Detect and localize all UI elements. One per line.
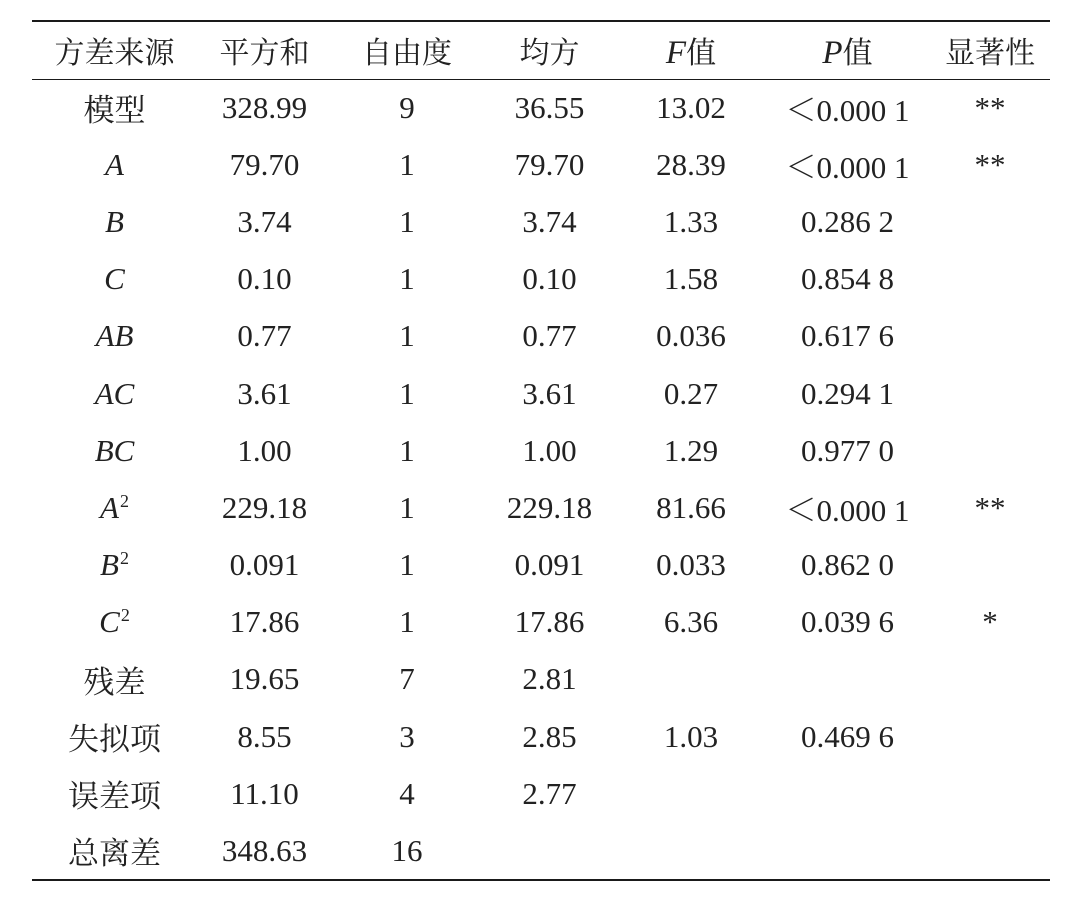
cell-significance (930, 251, 1050, 308)
cell-source: 总离差 (68, 836, 161, 873)
cell-mean-square: 2.85 (522, 718, 577, 754)
cell-p-value: 0.294 1 (801, 375, 894, 411)
cell-degrees-of-freedom: 4 (399, 775, 415, 811)
header-source: 方差来源 (54, 36, 175, 72)
cell-p-value: 0.977 0 (801, 432, 894, 468)
cell-mean-square: 3.74 (522, 203, 577, 239)
header-p-value: P值 (822, 35, 873, 72)
cell-f-value: 1.58 (663, 261, 719, 297)
header-row (32, 21, 1050, 79)
cell-degrees-of-freedom: 3 (399, 718, 415, 754)
cell-degrees-of-freedom: 1 (399, 318, 415, 354)
cell-mean-square: 0.77 (522, 318, 577, 354)
cell-degrees-of-freedom: 7 (399, 661, 415, 697)
cell-p-value: ＜0.000 1 (785, 150, 910, 186)
cell-f-value (617, 651, 765, 708)
cell-significance (930, 193, 1050, 250)
cell-p-value: 0.862 0 (801, 547, 894, 583)
cell-p-value (765, 765, 930, 822)
cell-degrees-of-freedom: 1 (399, 203, 415, 239)
table-body (32, 79, 1050, 880)
header-mean-square: 均方 (519, 36, 580, 72)
cell-degrees-of-freedom: 16 (391, 832, 423, 868)
cell-significance (930, 537, 1050, 594)
header-degrees-of-freedom: 自由度 (362, 36, 452, 72)
cell-significance (930, 308, 1050, 365)
cell-significance: ** (974, 489, 1006, 525)
cell-significance: * (982, 604, 998, 640)
cell-degrees-of-freedom: 1 (399, 261, 415, 297)
cell-sum-of-squares: 3.61 (237, 375, 292, 411)
table-row (32, 308, 1050, 365)
cell-mean-square: 229.18 (506, 489, 593, 525)
cell-source: 残差 (83, 664, 146, 701)
cell-p-value (765, 822, 930, 879)
cell-f-value: 1.29 (663, 432, 719, 468)
cell-source: AC (94, 375, 135, 411)
cell-p-value: 0.617 6 (801, 318, 894, 354)
cell-f-value: 81.66 (656, 489, 726, 525)
cell-sum-of-squares: 3.74 (237, 203, 292, 239)
cell-source: 模型 (83, 93, 146, 130)
cell-f-value: 13.02 (656, 89, 726, 125)
cell-mean-square: 0.10 (522, 261, 577, 297)
cell-sum-of-squares: 348.63 (221, 832, 308, 868)
anova-table (32, 20, 1050, 881)
cell-p-value: 0.286 2 (801, 203, 894, 239)
cell-significance: ** (974, 89, 1006, 125)
table-row (32, 136, 1050, 193)
table-row (32, 422, 1050, 479)
cell-degrees-of-freedom: 1 (399, 146, 415, 182)
cell-f-value: 0.033 (656, 547, 726, 583)
table-row (32, 594, 1050, 651)
cell-sum-of-squares: 229.18 (221, 489, 308, 525)
cell-source: AB (95, 318, 134, 354)
cell-mean-square: 1.00 (522, 432, 577, 468)
cell-source: A (105, 146, 124, 182)
cell-significance: ** (974, 146, 1006, 182)
cell-mean-square: 36.55 (514, 89, 585, 125)
cell-degrees-of-freedom: 1 (399, 375, 415, 411)
cell-source: C (104, 261, 125, 297)
anova-table-container (32, 20, 1050, 881)
cell-source: $B^2$ (100, 547, 129, 583)
cell-sum-of-squares: 328.99 (221, 89, 308, 125)
cell-source: BC (94, 432, 135, 468)
cell-p-value (765, 651, 930, 708)
cell-sum-of-squares: 19.65 (229, 661, 300, 697)
cell-f-value: 1.33 (663, 203, 719, 239)
cell-source: 失拟项 (68, 722, 161, 759)
table-row (32, 708, 1050, 765)
cell-p-value: 0.039 6 (801, 604, 894, 640)
cell-f-value: 0.036 (656, 318, 726, 354)
table-row (32, 479, 1050, 536)
cell-sum-of-squares: 0.10 (237, 261, 292, 297)
cell-f-value (617, 822, 765, 879)
cell-significance (930, 422, 1050, 479)
cell-sum-of-squares: 8.55 (237, 718, 292, 754)
table-row (32, 537, 1050, 594)
header-f-value: F值 (665, 35, 717, 72)
cell-mean-square: 2.77 (522, 775, 577, 811)
cell-f-value: 1.03 (663, 718, 719, 754)
table-row (32, 822, 1050, 879)
cell-source: $C^2$ (99, 604, 130, 640)
cell-significance (930, 365, 1050, 422)
cell-mean-square: 2.81 (522, 661, 577, 697)
cell-significance (930, 651, 1050, 708)
cell-degrees-of-freedom: 1 (399, 547, 415, 583)
cell-significance (930, 708, 1050, 765)
cell-f-value (617, 765, 765, 822)
cell-f-value: 6.36 (663, 604, 719, 640)
table-header (32, 21, 1050, 79)
cell-sum-of-squares: 79.70 (229, 146, 300, 182)
cell-sum-of-squares: 0.77 (237, 318, 292, 354)
cell-f-value: 28.39 (656, 146, 726, 182)
cell-p-value: ＜0.000 1 (785, 493, 910, 529)
cell-source: $A^2$ (100, 489, 129, 525)
table-row (32, 193, 1050, 250)
cell-mean-square: 3.61 (522, 375, 577, 411)
cell-sum-of-squares: 17.86 (229, 604, 300, 640)
cell-degrees-of-freedom: 1 (399, 489, 415, 525)
cell-sum-of-squares: 11.10 (230, 775, 299, 811)
table-row (32, 651, 1050, 708)
cell-degrees-of-freedom: 1 (399, 604, 415, 640)
cell-significance (930, 765, 1050, 822)
cell-significance (930, 822, 1050, 879)
cell-source: B (105, 203, 124, 239)
cell-p-value: 0.854 8 (801, 261, 894, 297)
table-row (32, 79, 1050, 136)
cell-mean-square: 0.091 (514, 547, 585, 583)
cell-p-value: 0.469 6 (801, 718, 894, 754)
cell-mean-square: 79.70 (514, 146, 585, 182)
table-row (32, 251, 1050, 308)
cell-sum-of-squares: 1.00 (237, 432, 292, 468)
cell-f-value: 0.27 (663, 375, 719, 411)
cell-sum-of-squares: 0.091 (229, 547, 300, 583)
cell-source: 误差项 (68, 779, 161, 816)
cell-degrees-of-freedom: 9 (399, 89, 415, 125)
cell-mean-square: 17.86 (514, 604, 585, 640)
cell-degrees-of-freedom: 1 (399, 432, 415, 468)
cell-p-value: ＜0.000 1 (785, 93, 910, 129)
header-sum-of-squares: 平方和 (219, 36, 310, 72)
cell-mean-square (482, 822, 617, 879)
table-row (32, 365, 1050, 422)
header-significance: 显著性 (945, 36, 1035, 72)
table-row (32, 765, 1050, 822)
